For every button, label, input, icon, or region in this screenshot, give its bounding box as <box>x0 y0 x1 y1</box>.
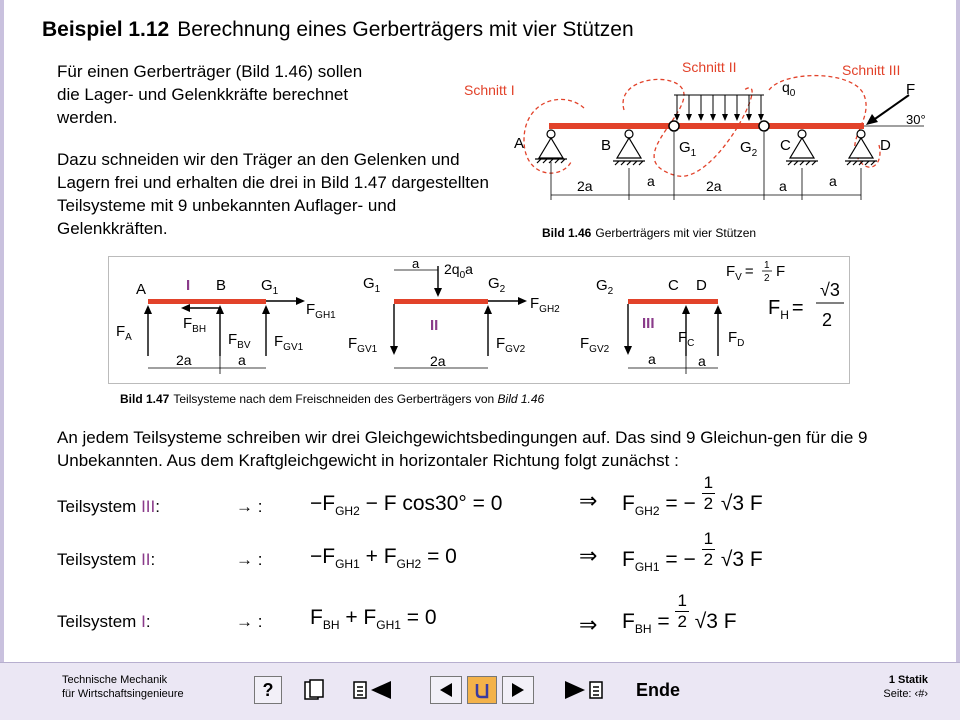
last-page-button[interactable] <box>560 676 606 704</box>
dim-4: a <box>779 178 787 194</box>
result-3: $F_{BH}$ = $\frac{1}{2}$ √3 F <box>622 590 737 637</box>
first-page-button[interactable] <box>350 676 396 704</box>
notes-icon <box>301 677 327 703</box>
label-g1: $G_1$ <box>679 139 697 159</box>
equation-1-label: Teilsystem III: <box>57 497 160 516</box>
svg-text:FGH1: $F_{GH1}$ <box>306 301 336 321</box>
example-title: Berechnung eines Gerberträgers mit vier Stützen <box>177 18 634 41</box>
equation-2-expression: $-F_{GH1} + F_{GH2} = 0$ <box>310 545 457 572</box>
svg-text:1: 1 <box>764 260 770 271</box>
label-g2: $G_2$ <box>740 139 758 159</box>
force-f-label: F <box>906 81 916 98</box>
support-d <box>845 130 877 165</box>
label-b: B <box>601 137 612 154</box>
svg-text:a: a <box>412 256 420 271</box>
svg-text:A: A <box>136 281 147 298</box>
svg-text:FD: $F_D$ <box>728 329 745 349</box>
first-page-icon <box>351 677 395 703</box>
cut-label-3: Schnitt III <box>842 62 901 78</box>
equation-2-direction: → : <box>236 550 263 569</box>
svg-text:FGV1: $F_{GV1}$ <box>274 333 304 353</box>
next-icon <box>508 680 528 700</box>
svg-text:F: F <box>776 263 786 280</box>
equation-1-direction: → : <box>236 497 263 516</box>
equation-2-label: Teilsystem II: <box>57 550 156 569</box>
svg-text:G2: $G_2$ <box>596 277 614 297</box>
force-f-arrowhead <box>866 114 878 125</box>
figure-1-47 <box>108 256 850 384</box>
cut-label-1: Schnitt I <box>464 82 515 98</box>
svg-text:D: D <box>696 277 707 294</box>
svg-text:C: C <box>668 277 679 294</box>
intro-text-2: Dazu schneiden wir den Träger an den Gelenken und Lagern frei und erhalten die drei in Bild 1.47 dargestellten Teilsysteme mit 9 unbekannten Auflager- und Gelenkkräften. <box>57 150 489 238</box>
label-c: C <box>780 137 791 154</box>
svg-text:I: I <box>186 277 191 294</box>
svg-text:FGV1: $F_{GV1}$ <box>348 335 378 355</box>
implies-1: ⇒ <box>579 488 598 513</box>
svg-text:FGV2: $F_{GV2}$ <box>496 335 526 355</box>
svg-text:2: 2 <box>764 273 770 284</box>
svg-text:2a: 2a <box>176 352 192 368</box>
beam <box>549 123 864 129</box>
result-2: $F_{GH1}$ = − $\frac{1}{2}$ √3 F <box>622 528 763 575</box>
notes-button[interactable] <box>296 676 332 704</box>
support-b <box>613 130 645 165</box>
equilibrium-paragraph: An jedem Teilsysteme schreiben wir drei Gleichgewichtsbedingungen auf. Das sind 9 Gleichun-gen für die 9 Unbekannten. Aus dem Kraftgleichgewicht in horizontaler Richtung folgt zunächst : <box>57 428 868 470</box>
svg-text:FV=: $F_V$ = <box>726 263 754 283</box>
fig147-caption: Bild 1.47 Teilsysteme nach dem Freischneiden des Gerberträgers von Bild 1.46 <box>120 392 545 406</box>
last-page-icon <box>561 677 605 703</box>
svg-text:FC: $F_C$ <box>678 329 695 349</box>
svg-text:2: 2 <box>822 310 833 330</box>
figure-1-46 <box>444 50 954 245</box>
implies-3: ⇒ <box>579 612 598 637</box>
svg-text:a: a <box>648 351 656 367</box>
chapter-info: 1 Statik Seite: ‹#› <box>883 674 928 700</box>
cut-label-2: Schnitt II <box>682 59 737 75</box>
svg-text:FA: $F_A$ <box>116 323 132 343</box>
slide-title <box>42 18 634 42</box>
q0-label: $q_0$ <box>782 79 796 99</box>
dim-1: 2a <box>577 178 593 194</box>
end-button[interactable]: Ende <box>635 679 680 700</box>
label-d: D <box>880 137 891 154</box>
dim-3: 2a <box>706 178 722 194</box>
force-f-line <box>872 95 909 121</box>
result-1: $F_{GH2}$ = − $\frac{1}{2}$ √3 F <box>622 472 763 519</box>
equation-1-expression: $-F_{GH2} - F$ cos30° = 0 <box>310 492 503 519</box>
equation-3-expression: $F_{BH} + F_{GH1} = 0$ <box>310 606 437 633</box>
svg-text:FH=: $F_H$ = <box>768 297 804 322</box>
svg-text:FGH2: $F_{GH2}$ <box>530 295 560 315</box>
footer-bar <box>0 662 960 720</box>
svg-text:√3: √3 <box>820 280 840 300</box>
angle-label: 30° <box>906 112 926 127</box>
svg-text:a: a <box>238 352 246 368</box>
hinge-g1 <box>669 121 679 131</box>
previous-button[interactable] <box>430 676 462 704</box>
svg-text:2a: 2a <box>430 353 446 369</box>
dim-2: a <box>647 173 655 189</box>
support-a <box>535 130 567 163</box>
svg-text:B: B <box>216 277 227 294</box>
next-button[interactable] <box>502 676 534 704</box>
hinge-g2 <box>759 121 769 131</box>
svg-text:G2: $G_2$ <box>488 275 506 295</box>
dim-5: a <box>829 173 837 189</box>
course-title: Technische Mechanik für Wirtschaftsingenieure <box>62 674 184 700</box>
help-button[interactable]: ? <box>254 676 282 704</box>
intro-text-1: Für einen Gerberträger (Bild 1.46) sollen die Lager- und Gelenkkräfte berechnet werden. <box>57 62 363 127</box>
equation-3-direction: → : <box>236 612 263 631</box>
svg-text:2q0a: $2q_0a$ <box>444 261 473 281</box>
svg-text:FBV: $F_{BV}$ <box>228 331 251 351</box>
label-a: A <box>514 135 525 152</box>
svg-text:G1: $G_1$ <box>363 275 381 295</box>
svg-text:a: a <box>698 353 706 369</box>
return-button[interactable] <box>467 676 497 704</box>
equation-3-label: Teilsystem I: <box>57 612 151 631</box>
previous-icon <box>436 680 456 700</box>
svg-text:FGV2: $F_{GV2}$ <box>580 335 610 355</box>
svg-text:III: III <box>642 315 655 332</box>
return-icon <box>472 680 492 700</box>
implies-2: ⇒ <box>579 543 598 568</box>
svg-text:II: II <box>430 317 439 334</box>
fig146-caption: Bild 1.46 Gerberträgers mit vier Stützen <box>542 226 757 240</box>
svg-text:FBH: $F_{BH}$ <box>183 315 207 335</box>
example-number: Beispiel 1.12 <box>42 18 170 41</box>
load-arrowheads <box>674 114 764 121</box>
svg-text:G1: $G_1$ <box>261 277 279 297</box>
